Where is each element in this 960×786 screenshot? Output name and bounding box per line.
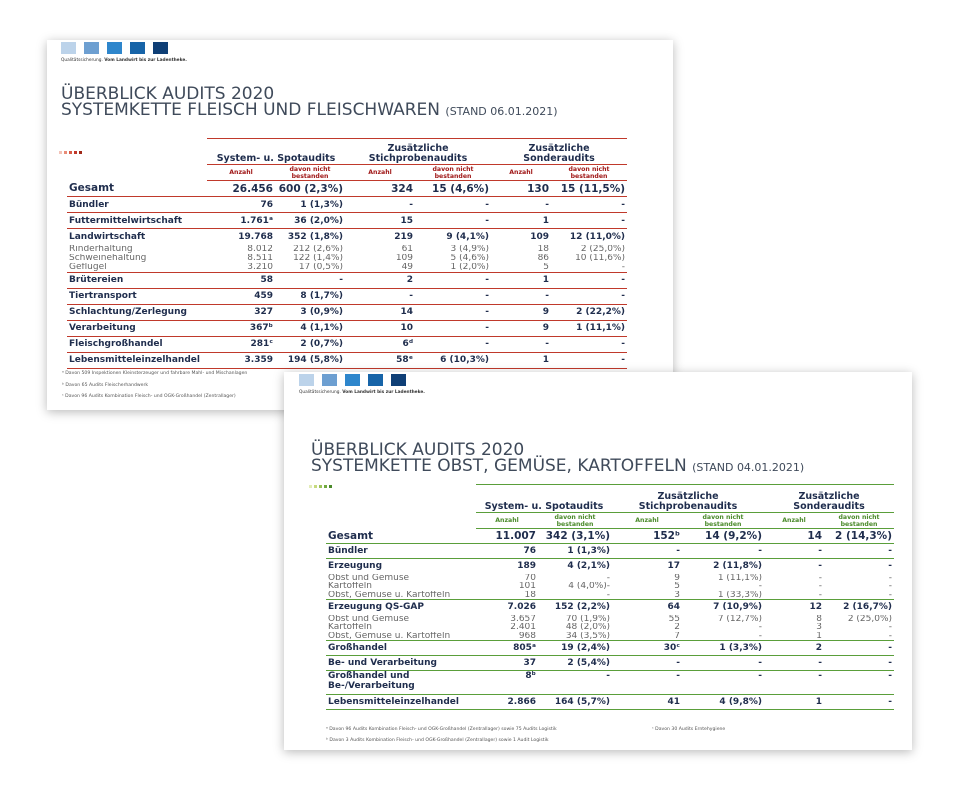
cell-a1: 1.761ᵃ xyxy=(207,213,275,229)
table-row xyxy=(326,600,894,615)
cell-a2: 324 xyxy=(345,181,415,197)
cell-d1: - xyxy=(275,272,345,288)
cell-a1: 281ᶜ xyxy=(207,336,275,352)
subcell-d1: 70 (1,9%) xyxy=(565,614,611,623)
cell-a3: 130 xyxy=(491,181,551,197)
subcell-d1: 4 (4,0%)- xyxy=(568,582,611,591)
table-row xyxy=(67,213,627,229)
cell-d3: - xyxy=(551,336,627,352)
qs-logo xyxy=(299,374,406,386)
cell-a3: 12 xyxy=(809,602,823,613)
row-label: Verarbeitung xyxy=(67,320,207,336)
cell-a2: 219 xyxy=(394,231,414,242)
logo-square xyxy=(391,374,406,386)
cell-d2: - xyxy=(415,197,491,213)
subcell-a1: 8.511 xyxy=(247,253,273,263)
sub-header-davon: davon nicht bestanden xyxy=(682,513,764,529)
row-label: Futtermittelwirtschaft xyxy=(67,213,207,229)
subcell-a2: 9 xyxy=(674,573,681,582)
logo-square xyxy=(153,42,168,54)
title-line2: SYSTEMKETTE OBST, GEMÜSE, KARTOFFELN (STAND 04.01.2021) xyxy=(311,456,805,476)
logo-square xyxy=(368,374,383,386)
corner-cell xyxy=(326,485,476,513)
qs-logo xyxy=(61,42,168,54)
subcell-a2: 2 xyxy=(674,623,681,632)
cell-a3: - xyxy=(491,197,551,213)
cell-d1: 152 (2,2%) xyxy=(554,602,611,613)
cell-a2: 41 xyxy=(612,695,682,710)
table-subrow xyxy=(326,632,894,641)
cell-a2: - xyxy=(345,197,415,213)
subcell-a2: 61 xyxy=(401,244,414,254)
group-header: Zusätzliche Stichprobenaudits xyxy=(612,485,764,513)
table-subrow xyxy=(326,591,894,600)
logo-square xyxy=(322,374,337,386)
sub-header-anzahl: Anzahl xyxy=(491,165,551,181)
cell-d1: 352 (1,8%) xyxy=(287,231,344,242)
table-row xyxy=(67,229,627,245)
cell-a3: - xyxy=(491,288,551,304)
cell-d1: 164 (5,7%) xyxy=(538,695,612,710)
cell-a1: 805ᵃ xyxy=(476,641,538,656)
row-label: Großhandel xyxy=(326,641,476,656)
subrow-label: Geflügel xyxy=(67,263,207,273)
row-label: Brütereien xyxy=(67,272,207,288)
subcell-d2: 3 (4,9%) xyxy=(450,244,490,254)
subcell-a3: 3 xyxy=(816,623,823,632)
cell-d1: 3 (0,9%) xyxy=(275,304,345,320)
cell-a3: 9 xyxy=(491,320,551,336)
cell-d1: 2 (0,7%) xyxy=(275,336,345,352)
subcell-d3: 2 (25,0%) xyxy=(580,244,626,254)
cell-a1: 58 xyxy=(207,272,275,288)
cell-d3: - xyxy=(824,695,894,710)
cell-d2: 1 (3,3%) xyxy=(682,641,764,656)
subcell-a3: 18 xyxy=(537,244,550,254)
subcell-a3: 1 xyxy=(764,632,824,641)
cell-a1: 189 xyxy=(517,561,536,572)
subrow-label: Rinderhaltung xyxy=(69,244,133,254)
cell-a3: 14 xyxy=(764,529,824,544)
subcell-d2: 1 (11,1%) xyxy=(717,573,763,582)
subcell-d2: 1 (2,0%) xyxy=(415,263,491,273)
title-line1: ÜBERBLICK AUDITS 2020 xyxy=(311,440,525,460)
cell-d2: 6 (10,3%) xyxy=(415,352,491,368)
row-label: Gesamt xyxy=(67,181,207,197)
table-row xyxy=(326,671,894,695)
subcell-d2: 5 (4,6%) xyxy=(450,253,490,263)
subcell-a1: 3.657 xyxy=(510,614,536,623)
subrow-label: Obst und Gemüse xyxy=(328,614,410,623)
sub-header-anzahl: Anzahl xyxy=(207,165,275,181)
cell-a1: 8ᵇ xyxy=(476,671,538,695)
cell-a3: - xyxy=(764,656,824,671)
subrow-label: Obst, Gemüse u. Kartoffeln xyxy=(326,591,476,600)
subcell-a3: - xyxy=(818,573,823,582)
cell-a3: 1 xyxy=(491,213,551,229)
subcell-d3: 2 (25,0%) xyxy=(847,614,893,623)
table-row xyxy=(326,559,894,574)
subcell-a3: 5 xyxy=(491,263,551,273)
subcell-a3: 8 xyxy=(816,614,823,623)
cell-a3: - xyxy=(491,336,551,352)
logo-square xyxy=(299,374,314,386)
cell-d2: 4 (9,8%) xyxy=(682,695,764,710)
group-header: System- u. Spotaudits xyxy=(207,139,345,165)
subcell-d3: - xyxy=(551,263,627,273)
subcell-a1: 3.210 xyxy=(207,263,275,273)
subcell-a2: 7 xyxy=(612,632,682,641)
subcell-a2: 109 xyxy=(395,253,414,263)
cell-a3: - xyxy=(764,671,824,695)
cell-d1: 4 (1,1%) xyxy=(275,320,345,336)
row-label: Lebensmitteleinzelhandel xyxy=(67,352,207,368)
subcell-d3: - xyxy=(824,632,894,641)
cell-a2: 58ᵉ xyxy=(345,352,415,368)
slide-obst-gemuese xyxy=(284,372,912,750)
cell-a2: 15 xyxy=(345,213,415,229)
cell-d3: - xyxy=(824,656,894,671)
tagline: Qualitätssicherung. Vom Landwirt bis zur Ladentheke. xyxy=(299,390,425,395)
cell-a2: - xyxy=(612,656,682,671)
cell-a1: 26.456 xyxy=(207,181,275,197)
sub-header-davon: davon nicht bestanden xyxy=(415,165,491,181)
cell-d3: 15 (11,5%) xyxy=(551,181,627,197)
sub-header-anzahl: Anzahl xyxy=(345,165,415,181)
footnote: ᶜ Davon 30 Audits Erntehygiene xyxy=(652,727,726,732)
subrow-label: Obst, Gemüse u. Kartoffeln xyxy=(326,632,476,641)
subcell-a2: 49 xyxy=(345,263,415,273)
cell-d3: - xyxy=(551,352,627,368)
sub-header-davon: davon nicht bestanden xyxy=(538,513,612,529)
footnote: ᵇ Davon 3 Audits Kombination Fleisch- und OGK-Großhandel (Zentrallager) sowie 1 Audit Logistik xyxy=(326,738,549,743)
table-row xyxy=(326,695,894,710)
cell-a2: 10 xyxy=(345,320,415,336)
group-header: Zusätzliche Sonderaudits xyxy=(764,485,894,513)
cell-a1: 76 xyxy=(476,544,538,559)
cell-a2: - xyxy=(612,544,682,559)
logo-square xyxy=(61,42,76,54)
subcell-a1: 968 xyxy=(476,632,538,641)
cell-d3: 2 (16,7%) xyxy=(843,602,893,613)
table-subrow xyxy=(326,615,894,624)
subrow-label: Kartoffeln xyxy=(328,623,372,632)
cell-a2: 30ᶜ xyxy=(612,641,682,656)
logo-square xyxy=(130,42,145,54)
subcell-d1: 34 (3,5%) xyxy=(538,632,612,641)
row-label: Erzeugung QS-GAP xyxy=(328,602,424,613)
group-header: Zusätzliche Stichprobenaudits xyxy=(345,139,491,165)
subcell-d1: 212 (2,6%) xyxy=(293,244,344,254)
subrow-label: Schweinehaltung xyxy=(69,253,147,263)
subcell-a1: 2.401 xyxy=(510,623,536,632)
subcell-a1: 8.012 xyxy=(247,244,273,254)
cell-d2: 2 (11,8%) xyxy=(713,561,763,572)
cell-a1: 19.768 xyxy=(238,231,273,242)
cell-d1: 19 (2,4%) xyxy=(538,641,612,656)
group-header: System- u. Spotaudits xyxy=(476,485,612,513)
cell-d1: 194 (5,8%) xyxy=(275,352,345,368)
subcell-a1: 70 xyxy=(524,573,536,582)
subcell-a2: 55 xyxy=(668,614,681,623)
cell-d1: 342 (3,1%) xyxy=(538,529,612,544)
subcell-d1: - xyxy=(538,591,612,600)
table-row xyxy=(67,197,627,213)
subcell-d1: 48 (2,0%) xyxy=(565,623,611,632)
footnote: ᵇ Davon 65 Audits Fleischerhandwerk xyxy=(62,383,149,388)
slide-title xyxy=(61,86,558,120)
sub-header-row xyxy=(326,513,894,529)
cell-d2: - xyxy=(415,213,491,229)
subrow-label: Obst und Gemüse xyxy=(328,573,410,582)
cell-a3: - xyxy=(764,544,824,559)
row-label: Tiertransport xyxy=(67,288,207,304)
cell-a2: - xyxy=(345,288,415,304)
table-subrow xyxy=(326,623,894,632)
cell-d2: - xyxy=(415,320,491,336)
subcell-d2: - xyxy=(758,582,763,591)
corner-cell xyxy=(67,165,207,181)
corner-cell xyxy=(67,139,207,165)
subcell-a3: - xyxy=(764,591,824,600)
row-label: Bündler xyxy=(326,544,476,559)
row-label: Be- und Verarbeitung xyxy=(326,656,476,671)
cell-a2: 14 xyxy=(345,304,415,320)
cell-a2: - xyxy=(612,671,682,695)
cell-d1: 600 (2,3%) xyxy=(275,181,345,197)
table-row xyxy=(67,336,627,352)
cell-a3: 1 xyxy=(491,352,551,368)
cell-a1: 11.007 xyxy=(476,529,538,544)
audit-table xyxy=(326,484,894,710)
subcell-a1: 101 xyxy=(518,582,536,591)
audit-table xyxy=(67,138,627,369)
cell-d3: - xyxy=(824,671,894,695)
cell-d3: - xyxy=(551,197,627,213)
table-row xyxy=(67,320,627,336)
subrow-label: Kartoffeln xyxy=(328,582,372,591)
table-subrow xyxy=(326,574,894,583)
logo-square xyxy=(107,42,122,54)
table-row xyxy=(67,304,627,320)
row-label: Landwirtschaft xyxy=(69,231,146,242)
cell-d2: - xyxy=(682,671,764,695)
footnote: ᵃ Davon 509 Inspektionen Kleinsterzeuger und fahrbare Mahl- und Mischanlagen xyxy=(62,371,248,376)
cell-d2: 9 (4,1%) xyxy=(446,231,490,242)
title-line2: SYSTEMKETTE FLEISCH UND FLEISCHWAREN (STAND 06.01.2021) xyxy=(61,100,558,120)
cell-a1: 3.359 xyxy=(207,352,275,368)
cell-a1: 76 xyxy=(207,197,275,213)
cell-a3: 9 xyxy=(491,304,551,320)
sub-header-anzahl: Anzahl xyxy=(612,513,682,529)
slide-fleisch xyxy=(47,40,673,410)
logo-square xyxy=(345,374,360,386)
cell-d3: - xyxy=(888,561,893,572)
row-label: Schlachtung/Zerlegung xyxy=(67,304,207,320)
cell-a3: - xyxy=(818,561,823,572)
cell-d1: 4 (2,1%) xyxy=(567,561,611,572)
cell-d1: 36 (2,0%) xyxy=(275,213,345,229)
subcell-d3: - xyxy=(888,623,893,632)
row-label: Großhandel und Be-/Verarbeitung xyxy=(326,671,476,695)
cell-d1: 2 (5,4%) xyxy=(538,656,612,671)
sub-header-davon: davon nicht bestanden xyxy=(275,165,345,181)
subcell-d2: 1 (33,3%) xyxy=(682,591,764,600)
cell-a3: 1 xyxy=(764,695,824,710)
cell-a3: 2 xyxy=(764,641,824,656)
cell-d3: - xyxy=(824,641,894,656)
table-row xyxy=(326,656,894,671)
cell-d2: 7 (10,9%) xyxy=(713,602,763,613)
table-row xyxy=(326,544,894,559)
table-row xyxy=(67,352,627,368)
sub-header-anzahl: Anzahl xyxy=(476,513,538,529)
cell-d2: - xyxy=(415,272,491,288)
cell-d3: - xyxy=(551,272,627,288)
cell-d1: 8 (1,7%) xyxy=(275,288,345,304)
table-row xyxy=(326,529,894,544)
subcell-a1: 18 xyxy=(476,591,538,600)
sub-header-davon: davon nicht bestanden xyxy=(824,513,894,529)
subcell-a3: - xyxy=(818,582,823,591)
cell-a1: 459 xyxy=(207,288,275,304)
cell-d2: - xyxy=(682,656,764,671)
subcell-d1: - xyxy=(606,573,611,582)
footnote: ᵃ Davon 96 Audits Kombination Fleisch- und OGK-Großhandel (Zentrallager) sowie 75 Audits Logistik xyxy=(326,727,557,732)
row-label: Gesamt xyxy=(326,529,476,544)
cell-a1: 7.026 xyxy=(507,602,536,613)
table-subrow xyxy=(67,254,627,263)
cell-a2: 17 xyxy=(667,561,681,572)
subcell-d3: - xyxy=(824,591,894,600)
cell-d2: - xyxy=(415,336,491,352)
cell-d3: 2 (14,3%) xyxy=(824,529,894,544)
row-label: Fleischgroßhandel xyxy=(67,336,207,352)
cell-a1: 37 xyxy=(476,656,538,671)
group-header: Zusätzliche Sonderaudits xyxy=(491,139,627,165)
group-header-row xyxy=(326,485,894,513)
cell-a3: 1 xyxy=(491,272,551,288)
subcell-d1: 122 (1,4%) xyxy=(293,253,344,263)
cell-d3: - xyxy=(551,288,627,304)
title-line1: ÜBERBLICK AUDITS 2020 xyxy=(61,84,275,104)
cell-a1: 2.866 xyxy=(476,695,538,710)
subcell-d2: 7 (12,7%) xyxy=(717,614,763,623)
subcell-d2: - xyxy=(682,632,764,641)
table-row xyxy=(67,272,627,288)
title-stand: (STAND 04.01.2021) xyxy=(692,461,805,474)
cell-d3: 12 (11,0%) xyxy=(569,231,626,242)
subcell-d2: - xyxy=(758,623,763,632)
cell-d2: - xyxy=(415,288,491,304)
subcell-d3: - xyxy=(888,582,893,591)
cell-d1: - xyxy=(538,671,612,695)
subcell-a2: 5 xyxy=(674,582,681,591)
row-label: Lebensmitteleinzelhandel xyxy=(326,695,476,710)
sub-header-anzahl: Anzahl xyxy=(764,513,824,529)
sub-header-davon: davon nicht bestanden xyxy=(551,165,627,181)
cell-d2: 15 (4,6%) xyxy=(415,181,491,197)
cell-d1: 1 (1,3%) xyxy=(538,544,612,559)
title-stand: (STAND 06.01.2021) xyxy=(445,105,558,118)
cell-a2: 6ᵈ xyxy=(345,336,415,352)
table-row xyxy=(67,181,627,197)
footnote: ᶜ Davon 96 Audits Kombination Fleisch- und OGK-Großhandel (Zentrallager) xyxy=(62,394,236,399)
subcell-a3: 86 xyxy=(537,253,550,263)
cell-d3: - xyxy=(551,213,627,229)
cell-a2: 152ᵇ xyxy=(612,529,682,544)
row-label: Erzeugung xyxy=(328,561,383,572)
subcell-d3: - xyxy=(888,573,893,582)
cell-d3: - xyxy=(824,544,894,559)
cell-d3: 1 (11,1%) xyxy=(551,320,627,336)
cell-a2: 64 xyxy=(667,602,681,613)
group-header-row xyxy=(67,139,627,165)
cell-a1: 367ᵇ xyxy=(207,320,275,336)
row-label: Bündler xyxy=(67,197,207,213)
subcell-a2: 3 xyxy=(612,591,682,600)
tagline: Qualitätssicherung. Vom Landwirt bis zur Ladentheke. xyxy=(61,58,187,63)
subcell-d3: 10 (11,6%) xyxy=(575,253,626,263)
cell-d2: 14 (9,2%) xyxy=(682,529,764,544)
table-subrow xyxy=(67,245,627,254)
cell-a2: 2 xyxy=(345,272,415,288)
table-row xyxy=(67,288,627,304)
cell-d3: 2 (22,2%) xyxy=(551,304,627,320)
cell-a3: 109 xyxy=(530,231,550,242)
table-subrow xyxy=(67,263,627,273)
corner-cell xyxy=(326,513,476,529)
cell-a1: 327 xyxy=(207,304,275,320)
logo-square xyxy=(84,42,99,54)
slide-title xyxy=(311,442,804,476)
subcell-d1: 17 (0,5%) xyxy=(275,263,345,273)
table-subrow xyxy=(326,582,894,591)
table-row xyxy=(326,641,894,656)
cell-d2: - xyxy=(415,304,491,320)
cell-d2: - xyxy=(682,544,764,559)
cell-d1: 1 (1,3%) xyxy=(275,197,345,213)
sub-header-row xyxy=(67,165,627,181)
